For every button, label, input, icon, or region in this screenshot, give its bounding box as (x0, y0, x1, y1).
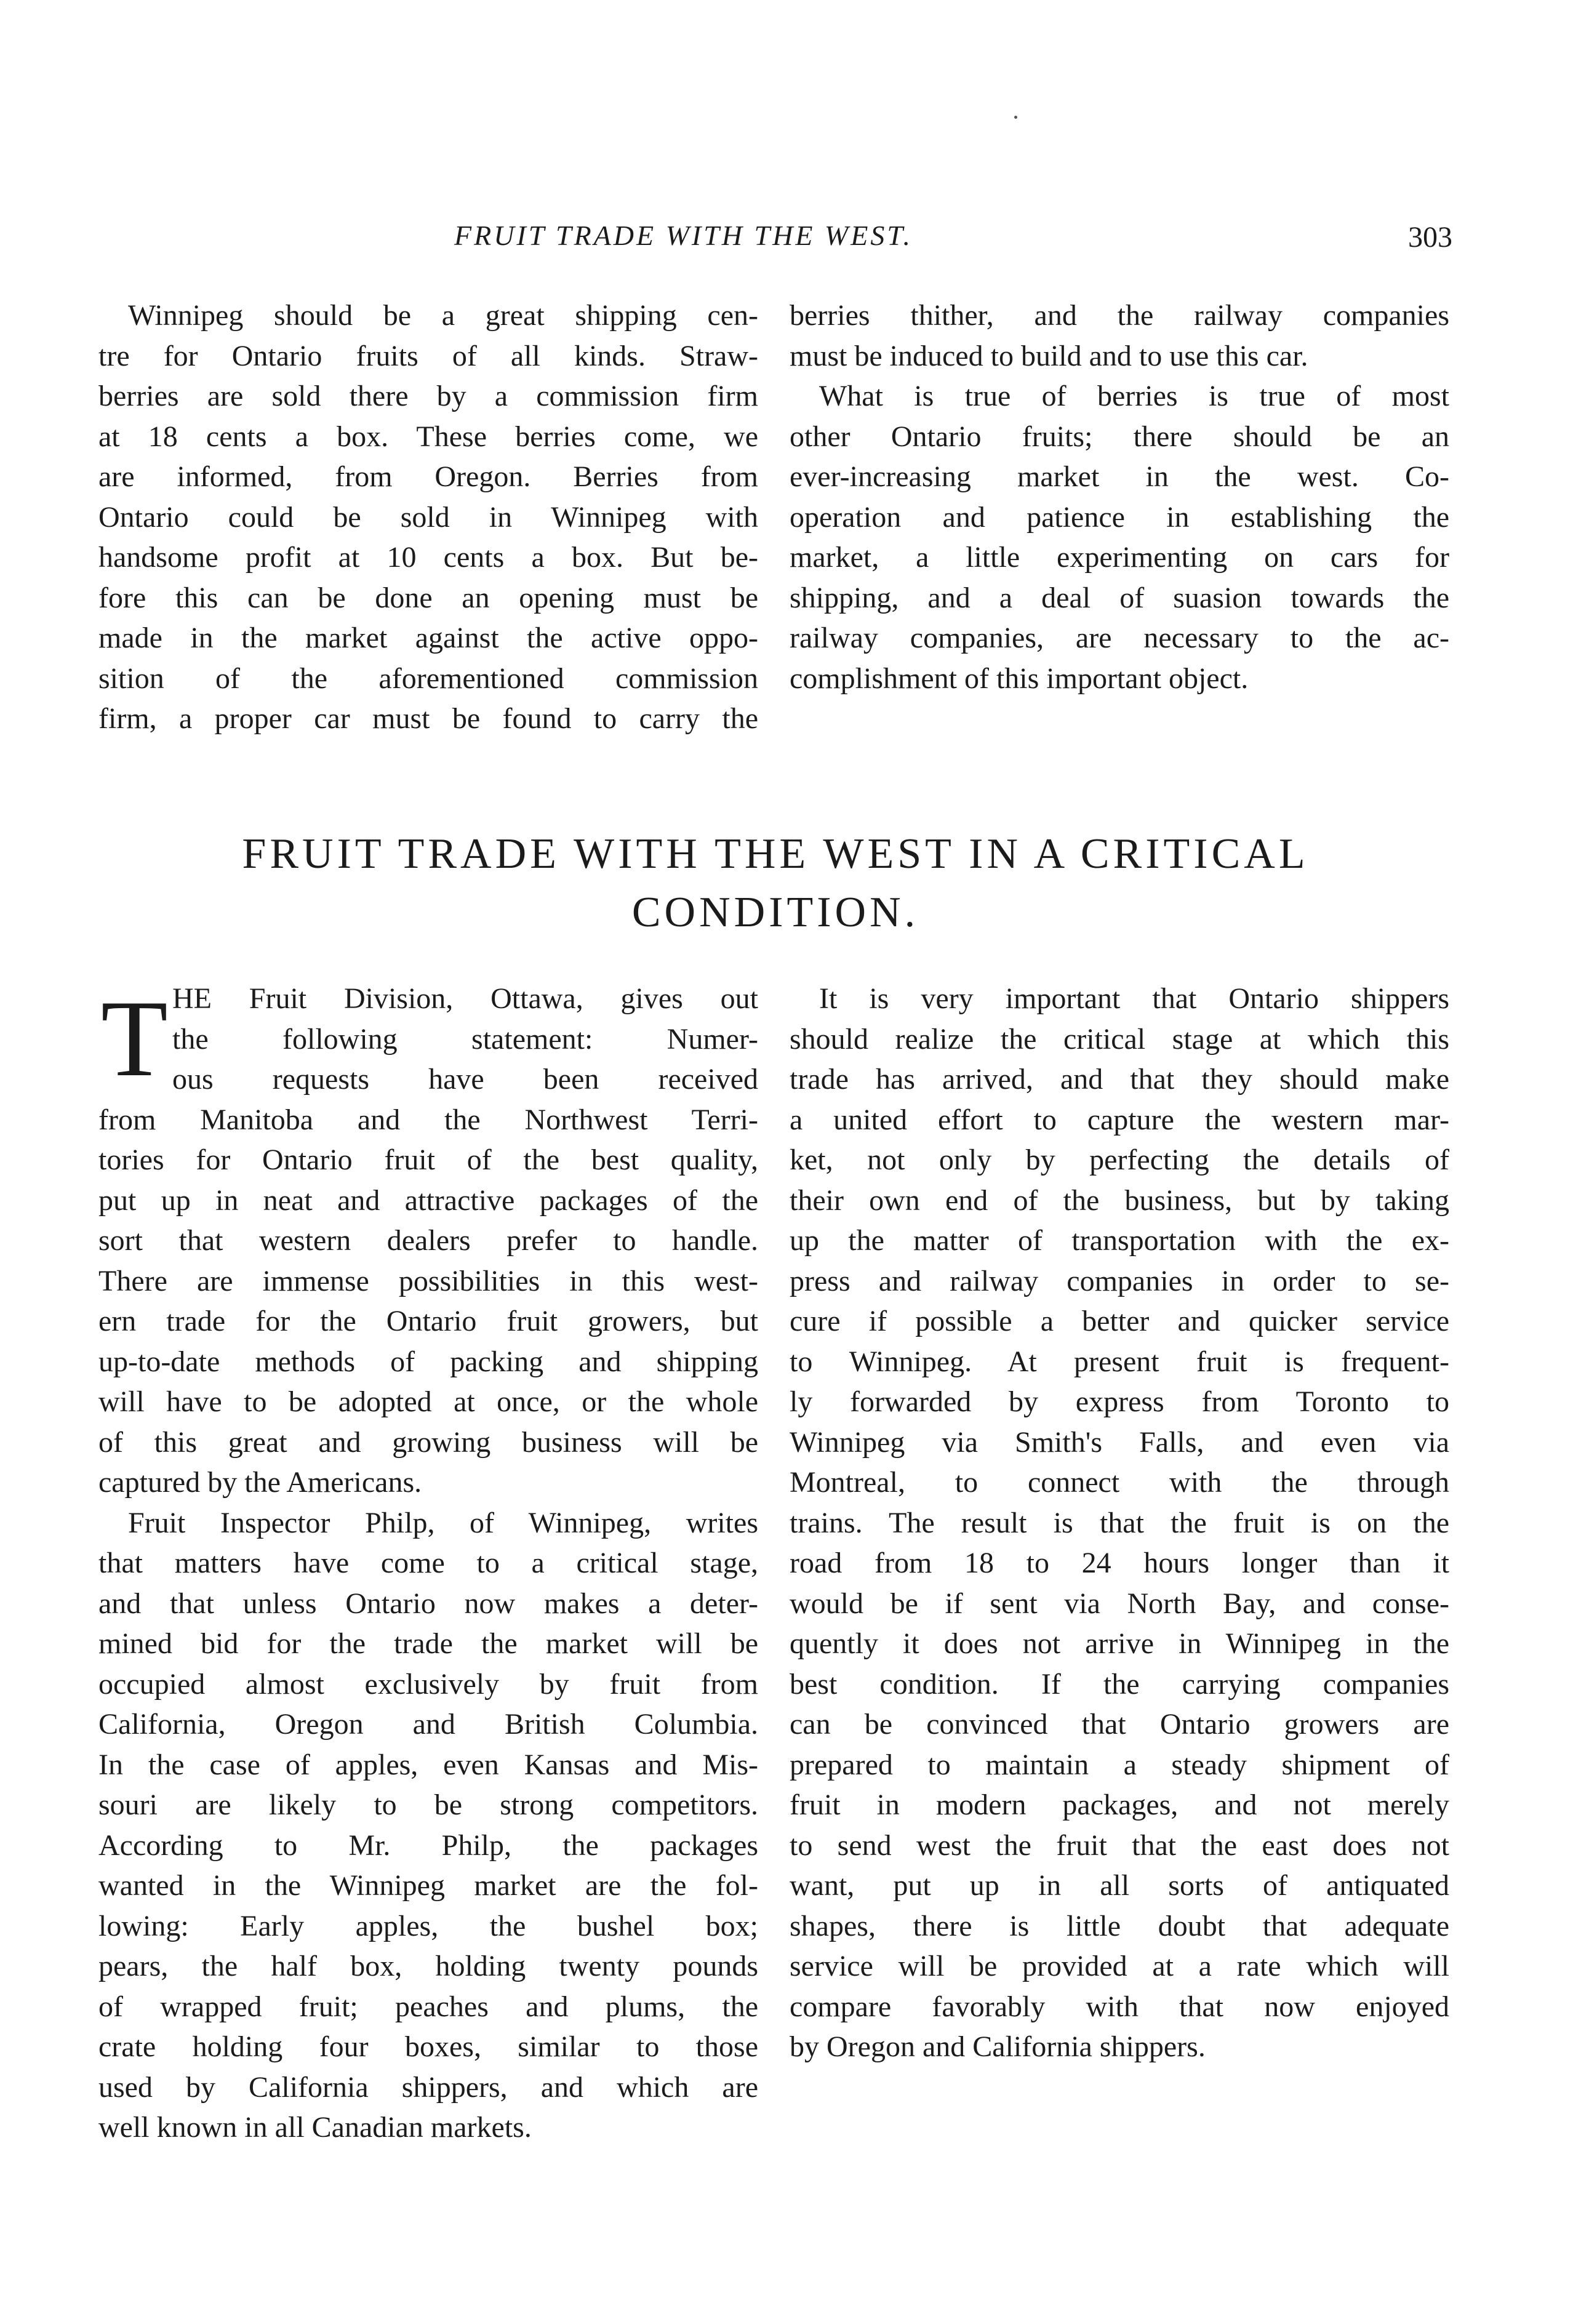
text-line: would be if sent via North Bay, and conse- (790, 1587, 1449, 1620)
text-line: by Oregon and California shippers. (790, 2030, 1206, 2063)
running-title: FRUIT TRADE WITH THE WEST. (454, 220, 913, 251)
text-line: lowing: Early apples, the bushel box; (98, 1909, 758, 1942)
text-line: ern trade for the Ontario fruit growers, but (98, 1305, 758, 1337)
text-line: operation and patience in establishing the (790, 500, 1449, 534)
text-line: should realize the critical stage at which this (790, 1022, 1449, 1056)
text-line: What is true of berries is true of most (819, 380, 1449, 412)
text-line: tre for Ontario fruits of all kinds. Straw- (98, 339, 758, 372)
text-line: Ontario could be sold in Winnipeg with (98, 500, 758, 534)
text-line: Winnipeg via Smith's Falls, and even via (790, 1425, 1449, 1459)
text-line: a united effort to capture the western mar- (790, 1103, 1449, 1136)
text-line: to send west the fruit that the east does not (790, 1829, 1449, 1862)
text-line: best condition. If the carrying companies (790, 1667, 1449, 1701)
text-line: railway companies, are necessary to the ac- (790, 622, 1449, 654)
text-line: of wrapped fruit; peaches and plums, the (98, 1990, 758, 2023)
text-line: their own end of the business, but by taking (790, 1184, 1449, 1217)
text-line: California, Oregon and British Columbia. (98, 1708, 758, 1741)
text-line: road from 18 to 24 hours longer than it (790, 1547, 1449, 1579)
text-line: occupied almost exclusively by fruit from (98, 1667, 758, 1701)
text-line: Winnipeg should be a great shipping cen- (128, 299, 758, 332)
text-line: pears, the half box, holding twenty pounds (98, 1950, 758, 1982)
text-line: shapes, there is little doubt that adequate (790, 1909, 1449, 1942)
text-line: must be induced to build and to use this car. (790, 339, 1308, 372)
text-line: up the matter of transportation with the ex- (790, 1224, 1449, 1257)
text-line: want, put up in all sorts of antiquated (790, 1869, 1449, 1902)
text-line: berries thither, and the railway companies (790, 299, 1449, 332)
text-line: ever-increasing market in the west. Co- (790, 460, 1449, 493)
text-line: There are immense possibilities in this west- (98, 1264, 758, 1297)
text-line: wanted in the Winnipeg market are the fol- (98, 1869, 758, 1902)
text-line: can be convinced that Ontario growers are (790, 1708, 1449, 1741)
drop-cap: T (101, 977, 168, 1099)
text-line: other Ontario fruits; there should be an (790, 420, 1449, 453)
text-line: fruit in modern packages, and not merely (790, 1789, 1449, 1821)
running-header (98, 219, 1452, 256)
text-line: are informed, from Oregon. Berries from (98, 460, 758, 493)
text-line: market, a little experimenting on cars for (790, 541, 1449, 574)
text-line: used by California shippers, and which are (98, 2070, 758, 2104)
text-line: to Winnipeg. At present fruit is frequent- (790, 1345, 1449, 1378)
text-line: ly forwarded by express from Toronto to (790, 1385, 1449, 1418)
previous-article-column-right (790, 295, 1449, 699)
text-line: firm, a proper car must be found to carry the (98, 702, 758, 735)
text-line: ket, not only by perfecting the details of (790, 1144, 1449, 1176)
text-line: fore this can be done an opening must be (98, 581, 758, 614)
text-line: trains. The result is that the fruit is on the (790, 1506, 1449, 1539)
text-line: berries are sold there by a commission firm (98, 380, 758, 412)
text-line: will have to be adopted at once, or the whole (98, 1385, 758, 1418)
print-speck (1014, 116, 1017, 119)
text-line: In the case of apples, even Kansas and Mis- (98, 1748, 758, 1781)
text-line: Montreal, to connect with the through (790, 1466, 1449, 1499)
text-line: service will be provided at a rate which will (790, 1950, 1449, 1982)
text-line: sort that western dealers prefer to handle. (98, 1224, 758, 1257)
article-column-right (790, 979, 1449, 2067)
article-title (98, 825, 1452, 942)
text-line: ous requests have been received (172, 1063, 758, 1096)
text-line: crate holding four boxes, similar to those (98, 2030, 758, 2063)
text-line: that matters have come to a critical stage, (98, 1547, 758, 1579)
article-title-line: FRUIT TRADE WITH THE WEST IN A CRITICAL (242, 830, 1309, 878)
text-line: sition of the aforementioned commission (98, 662, 758, 695)
text-line: cure if possible a better and quicker service (790, 1305, 1449, 1337)
text-line: the following statement: Numer- (172, 1022, 758, 1056)
text-line: put up in neat and attractive packages of the (98, 1184, 758, 1217)
text-line: at 18 cents a box. These berries come, we (98, 420, 758, 453)
text-line: prepared to maintain a steady shipment of (790, 1748, 1449, 1781)
text-line: quently it does not arrive in Winnipeg in the (790, 1627, 1449, 1660)
text-line: trade has arrived, and that they should make (790, 1063, 1449, 1096)
text-line: press and railway companies in order to se- (790, 1264, 1449, 1297)
text-line: well known in all Canadian markets. (98, 2111, 532, 2144)
text-line: Fruit Inspector Philp, of Winnipeg, writes (128, 1506, 758, 1539)
article-column-left (98, 979, 758, 2148)
text-line: captured by the Americans. (98, 1466, 422, 1499)
text-line: and that unless Ontario now makes a deter- (98, 1587, 758, 1620)
text-line: up-to-date methods of packing and shipping (98, 1345, 758, 1378)
text-line: made in the market against the active oppo- (98, 622, 758, 654)
text-line: It is very important that Ontario shippers (819, 982, 1449, 1015)
text-line: handsome profit at 10 cents a box. But be- (98, 541, 758, 574)
page-number: 303 (1408, 221, 1452, 254)
text-line: from Manitoba and the Northwest Terri- (98, 1103, 758, 1136)
previous-article-column-left (98, 295, 758, 739)
text-line: According to Mr. Philp, the packages (98, 1829, 758, 1862)
text-line: complishment of this important object. (790, 662, 1249, 695)
text-line: compare favorably with that now enjoyed (790, 1990, 1449, 2023)
text-line: souri are likely to be strong competitors. (98, 1789, 758, 1821)
text-line: shipping, and a deal of suasion towards the (790, 581, 1449, 614)
text-line: mined bid for the trade the market will be (98, 1627, 758, 1660)
text-line: HE Fruit Division, Ottawa, gives out (172, 982, 758, 1015)
article-title-line: CONDITION. (631, 889, 919, 936)
text-line: tories for Ontario fruit of the best quality, (98, 1144, 758, 1176)
text-line: of this great and growing business will be (98, 1425, 758, 1459)
